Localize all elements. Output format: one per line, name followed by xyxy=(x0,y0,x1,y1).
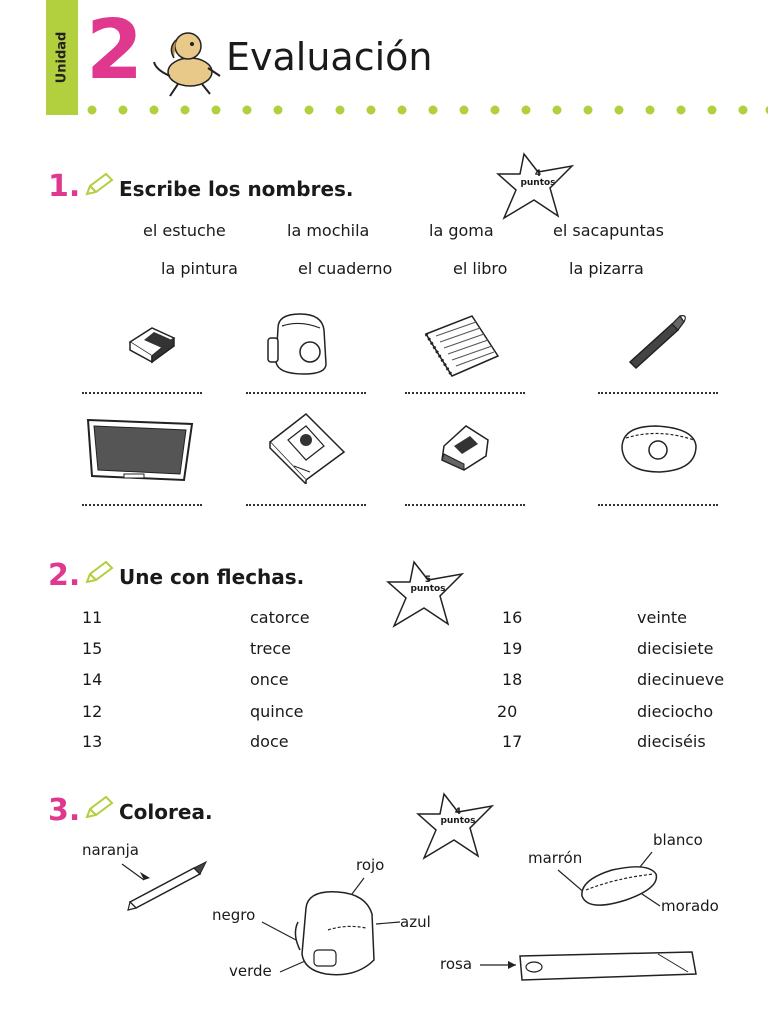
match-number: 11 xyxy=(82,608,103,627)
match-word: once xyxy=(250,670,289,689)
label-verde: verde xyxy=(229,962,272,980)
word-bank-item: la goma xyxy=(429,221,494,240)
match-word: quince xyxy=(250,702,304,721)
word-bank-item: la pintura xyxy=(161,259,238,278)
section3-number: 3. xyxy=(48,793,81,828)
match-word: diecinueve xyxy=(637,670,725,689)
answer-line[interactable] xyxy=(246,504,366,506)
match-number: 16 xyxy=(502,608,523,627)
match-word: doce xyxy=(250,732,289,751)
word-bank-item: la mochila xyxy=(287,221,370,240)
match-number: 18 xyxy=(502,670,523,689)
word-bank-item: el cuaderno xyxy=(298,259,393,278)
crayon-icon xyxy=(622,310,692,372)
label-morado: morado xyxy=(661,897,719,915)
pencil-icon xyxy=(84,172,114,198)
unit-number: 2 xyxy=(86,3,144,98)
score-badge-3: 4 puntos xyxy=(440,807,476,827)
answer-line[interactable] xyxy=(598,392,718,394)
sharpener-icon xyxy=(436,420,496,474)
unit-label: Unidad xyxy=(54,31,70,84)
match-number: 19 xyxy=(502,639,523,658)
word-bank-item: el estuche xyxy=(143,221,226,240)
label-negro: negro xyxy=(212,906,256,924)
match-number: 20 xyxy=(497,702,518,721)
page-title: Evaluación xyxy=(226,35,433,79)
answer-line[interactable] xyxy=(598,504,718,506)
label-rosa: rosa xyxy=(440,955,473,973)
pencil-icon xyxy=(84,795,114,821)
eraser-icon xyxy=(122,316,182,364)
match-word: trece xyxy=(250,639,291,658)
backpack-drawing-icon xyxy=(256,874,400,984)
label-blanco: blanco xyxy=(653,831,703,849)
dog-mascot-icon xyxy=(148,26,228,102)
match-word: dieciocho xyxy=(637,702,714,721)
match-word: veinte xyxy=(637,608,688,627)
answer-line[interactable] xyxy=(82,392,202,394)
pencil-case-icon xyxy=(616,416,700,480)
label-azul: azul xyxy=(400,913,431,931)
answer-line[interactable] xyxy=(82,504,202,506)
label-rojo: rojo xyxy=(356,856,385,874)
label-marron: marrón xyxy=(528,849,583,867)
notebook-icon xyxy=(422,310,502,382)
book-icon xyxy=(266,410,348,484)
word-bank-item: el sacapuntas xyxy=(553,221,664,240)
answer-line[interactable] xyxy=(405,504,525,506)
pencil-icon xyxy=(84,560,114,586)
section2-number: 2. xyxy=(48,558,81,593)
match-word: dieciséis xyxy=(637,732,706,751)
match-number: 15 xyxy=(82,639,103,658)
match-number: 14 xyxy=(82,670,103,689)
pencil-case-drawing-icon xyxy=(556,850,666,914)
ruler-drawing-icon xyxy=(478,950,700,986)
answer-line[interactable] xyxy=(246,392,366,394)
chalkboard-icon xyxy=(84,414,198,486)
section1-number: 1. xyxy=(48,169,81,204)
match-number: 12 xyxy=(82,702,103,721)
score-badge-2: 5 puntos xyxy=(410,575,446,595)
match-number: 13 xyxy=(82,732,103,751)
dotted-divider xyxy=(86,104,768,116)
word-bank-item: el libro xyxy=(453,259,508,278)
backpack-icon xyxy=(264,308,338,378)
match-number: 17 xyxy=(502,732,523,751)
label-naranja: naranja xyxy=(82,841,139,859)
pencil-drawing-icon xyxy=(110,858,210,914)
answer-line[interactable] xyxy=(405,392,525,394)
match-word: catorce xyxy=(250,608,310,627)
section1-title: Escribe los nombres. xyxy=(119,177,354,201)
match-word: diecisiete xyxy=(637,639,714,658)
section2-title: Une con flechas. xyxy=(119,565,305,589)
section3-title: Colorea. xyxy=(119,800,213,824)
word-bank-item: la pizarra xyxy=(569,259,644,278)
score-badge-1: 4 puntos xyxy=(520,169,556,189)
